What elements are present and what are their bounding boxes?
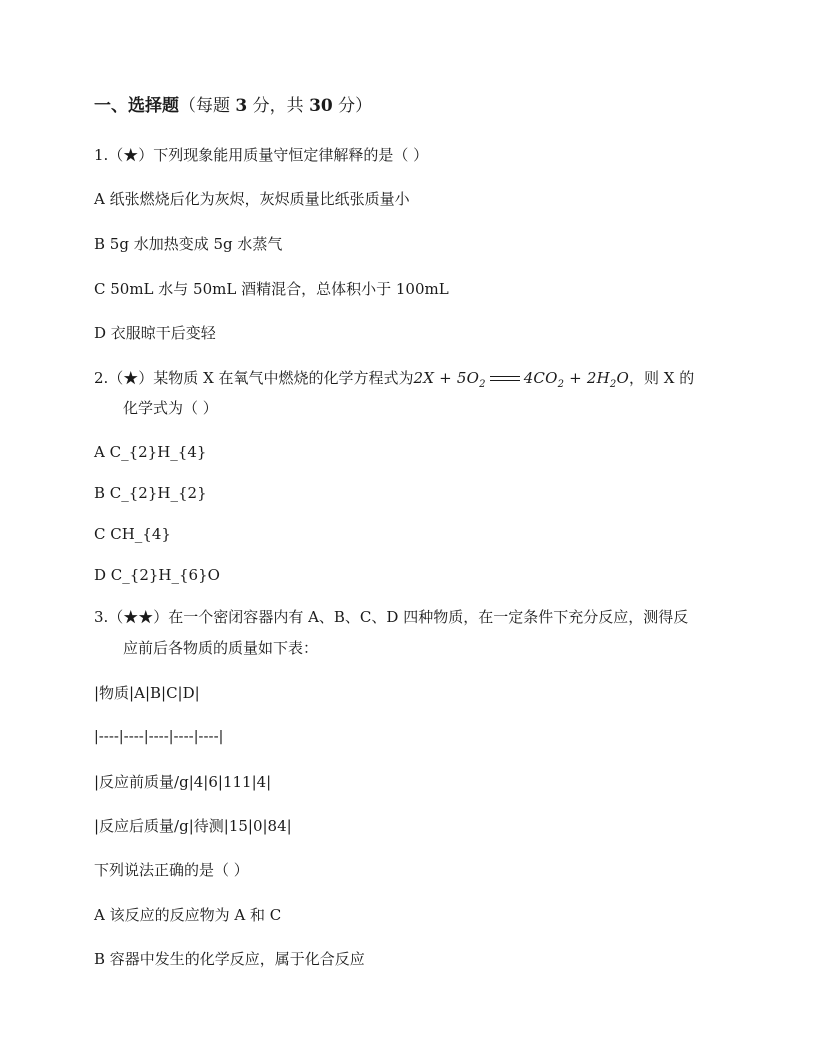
question-2-stem-line2: 化学式为（ ） bbox=[123, 399, 218, 417]
eq-lhs-b: 5O bbox=[456, 369, 480, 387]
eq-plus-2: + bbox=[564, 369, 587, 387]
question-3-stem-line2: 应前后各物质的质量如下表： bbox=[123, 639, 319, 657]
question-1-stem: 1.（★）下列现象能用质量守恒定律解释的是（ ） bbox=[94, 146, 429, 164]
question-1-option-a: A 纸张燃烧后化为灰烬，灰烬质量比纸张质量小 bbox=[94, 190, 410, 208]
double-equals-sign bbox=[490, 375, 520, 383]
eq-rhs-a-sub: 2 bbox=[557, 379, 565, 390]
points-total: 30 bbox=[309, 96, 333, 116]
question-2-option-b: B C_{2}H_{2} bbox=[94, 484, 207, 502]
eq-lhs-b-sub: 2 bbox=[479, 379, 486, 390]
chemical-equation bbox=[413, 369, 629, 390]
table-line-header: |物质|A|B|C|D| bbox=[94, 684, 200, 702]
eq-rhs-b-tail: O bbox=[616, 369, 629, 387]
question-1-option-b: B 5g 水加热变成 5g 水蒸气 bbox=[94, 235, 283, 253]
eq-rhs-a: 4CO bbox=[523, 369, 558, 387]
question-2-stem bbox=[94, 368, 694, 395]
section-note-close: 分） bbox=[332, 96, 373, 116]
question-2-option-d: D C_{2}H_{6}O bbox=[94, 566, 220, 584]
points-each: 3 bbox=[235, 96, 248, 116]
question-3-stem: 3.（★★）在一个密闭容器内有 A、B、C、D 四种物质，在一定条件下充分反应，测得反 bbox=[94, 608, 689, 626]
question-3-prompt: 下列说法正确的是（ ） bbox=[94, 861, 249, 879]
section-note-open: （每题 bbox=[179, 96, 236, 116]
section-note-mid: 分，共 bbox=[247, 96, 310, 116]
eq-lhs-a: 2X bbox=[413, 369, 435, 387]
question-2-option-c: C CH_{4} bbox=[94, 525, 171, 543]
section-title bbox=[94, 96, 372, 116]
question-3-option-b: B 容器中发生的化学反应，属于化合反应 bbox=[94, 950, 365, 968]
section-title-text: 一、选择题 bbox=[94, 96, 179, 116]
table-line-separator: |----|----|----|----|----| bbox=[94, 729, 224, 745]
question-1-option-d: D 衣服晾干后变轻 bbox=[94, 324, 216, 342]
eq-plus-1: + bbox=[434, 369, 457, 387]
question-3-option-a: A 该反应的反应物为 A 和 C bbox=[94, 906, 282, 924]
question-2-stem-after: ，则 X 的 bbox=[628, 369, 695, 387]
table-line-before: |反应前质量/g|4|6|111|4| bbox=[94, 773, 272, 791]
question-2-stem-before: 2.（★）某物质 X 在氧气中燃烧的化学方程式为 bbox=[94, 369, 414, 387]
table-line-after: |反应后质量/g|待测|15|0|84| bbox=[94, 817, 292, 835]
question-1-option-c: C 50mL 水与 50mL 酒精混合，总体积小于 100mL bbox=[94, 280, 449, 298]
eq-rhs-b: 2H bbox=[586, 369, 610, 387]
eq-rhs-b-sub: 2 bbox=[609, 379, 617, 390]
question-2-option-a: A C_{2}H_{4} bbox=[94, 443, 207, 461]
